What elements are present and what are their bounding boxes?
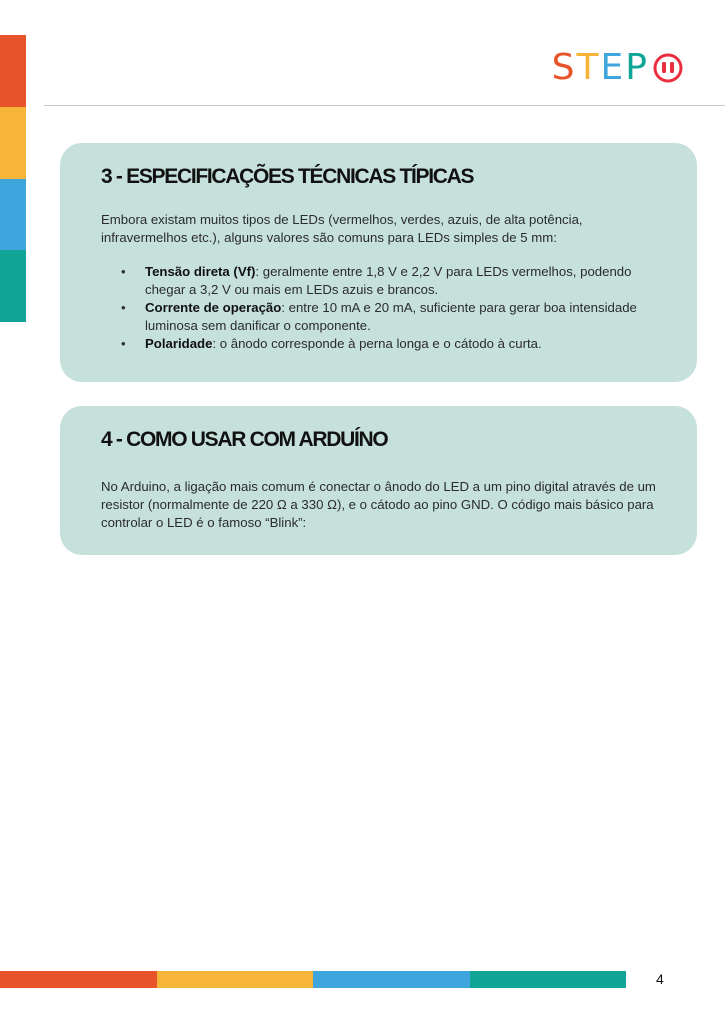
bullet-icon: • [121,264,126,279]
logo-letter-e: E [600,47,626,88]
side-color-stripe [0,35,26,322]
list-item-term: Polaridade [145,336,213,351]
logo-letter-t: T [576,47,601,88]
bullet-icon: • [121,300,126,315]
stripe-yellow [0,107,26,179]
bar-blue [313,971,470,988]
list-item [101,263,657,299]
bar-orange [0,971,157,988]
logo-letter-p: P [625,47,649,88]
list-item [101,299,657,335]
stripe-teal [0,250,26,322]
step-logo [551,47,683,88]
header-divider [44,105,725,106]
section-specifications [60,143,697,382]
sd-card-icon [653,53,683,83]
page-number: 4 [656,971,664,987]
footer-color-bar [0,971,626,988]
section-title: 4 - COMO USAR COM ARDUÍNO [101,428,388,451]
spec-list [101,263,657,353]
section-title: 3 - ESPECIFICAÇÕES TÉCNICAS TÍPICAS [101,165,474,188]
section-intro: Embora existam muitos tipos de LEDs (vermelhos, verdes, azuis, de alta potência, infravermelhos etc.), alguns valores são comuns para LEDs simples de 5 mm: [101,212,583,245]
section-body: No Arduino, a ligação mais comum é conectar o ânodo do LED a um pino digital através de um resistor (normalmente de 220 Ω a 330 Ω), e o cátodo ao pino GND. O código mais básico para controlar o LED é o famoso “Blink”: [101,479,656,530]
stripe-orange [0,35,26,107]
list-item-term: Corrente de operação [145,300,282,315]
bullet-icon: • [121,336,126,351]
list-item-term: Tensão direta (Vf) [145,264,256,279]
list-item-text: : entre 10 mA e 20 mA, suficiente para gerar boa intensidade luminosa sem danificar o componente. [145,300,637,333]
bar-teal [470,971,627,988]
logo-letter-s: S [551,47,577,88]
stripe-blue [0,179,26,251]
bar-yellow [157,971,314,988]
list-item [101,335,657,353]
list-item-text: : geralmente entre 1,8 V e 2,2 V para LEDs vermelhos, podendo chegar a 3,2 V ou mais em LEDs azuis e brancos. [145,264,632,297]
section-arduino-usage [60,406,697,555]
list-item-text: : o ânodo corresponde à perna longa e o cátodo à curta. [212,336,542,351]
